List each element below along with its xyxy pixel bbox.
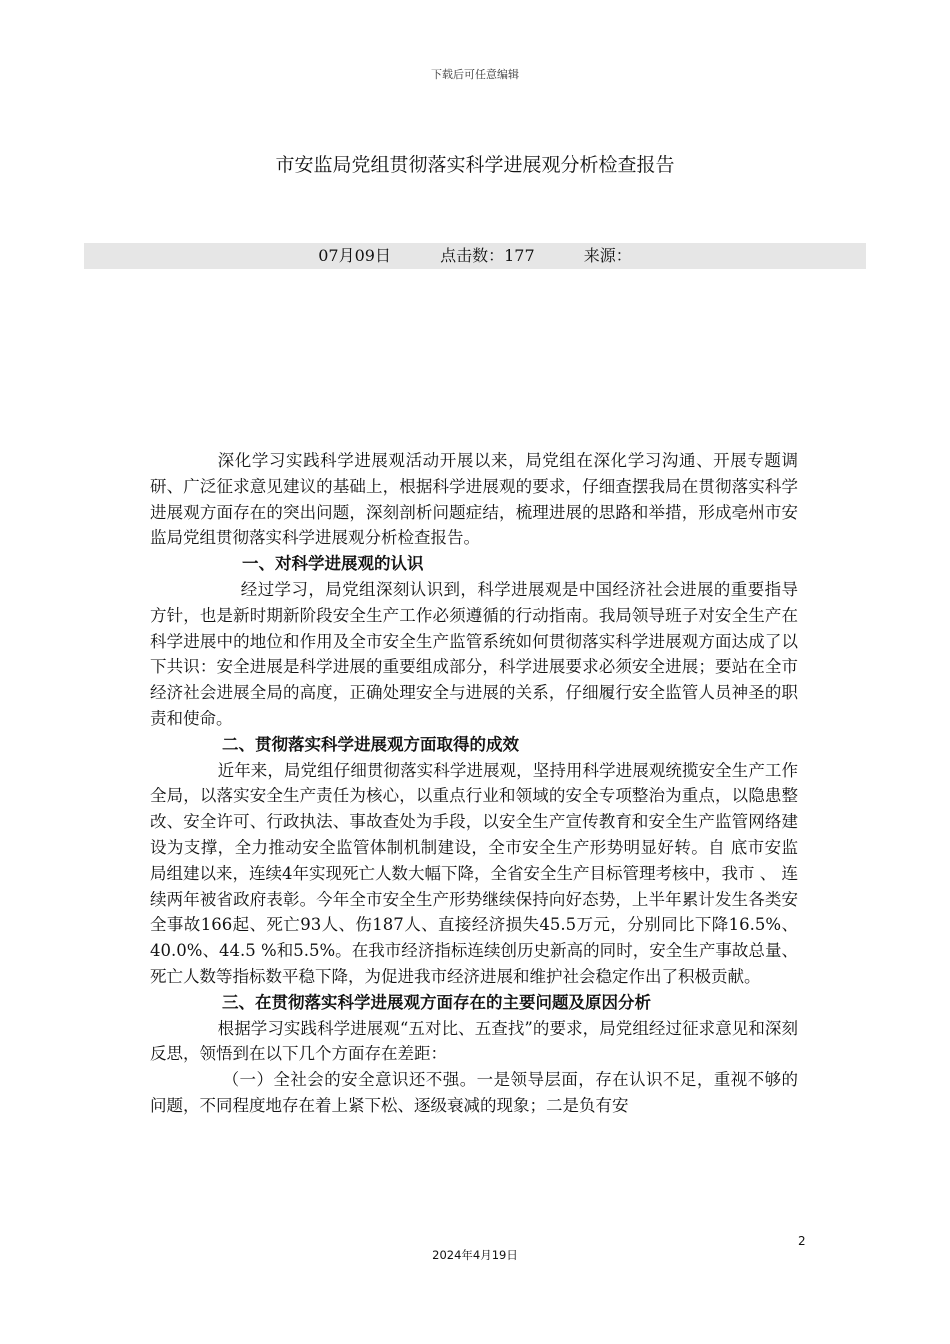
page-number: 2 [798, 1234, 806, 1248]
section-heading-3: 三、在贯彻落实科学进展观方面存在的主要问题及原因分析 [222, 992, 651, 1012]
intro-paragraph: 深化学习实践科学进展观活动开展以来，局党组在深化学习沟通、开展专题调研、广泛征求意见建议的基础上，根据科学进展观的要求，仔细查摆我局在贯彻落实科学进展观方面存在的突出问题，深刻剖析问题症结，梳理进展的思路和举措，形成亳州市安监局党组贯彻落实科学进展观分析检查报告。 [150, 451, 798, 548]
publish-date: 07月09日 [318, 246, 391, 265]
page-footer: 2024年4月19日 [432, 1248, 518, 1262]
section-3-paragraph: 根据学习实践科学进展观“五对比、五查找”的要求，局党组经过征求意见和深刻反思，领悟到在以下几个方面存在差距： [150, 1018, 798, 1064]
source-label: 来源： [583, 246, 632, 265]
section-2-paragraph: 近年来，局党组仔细贯彻落实科学进展观，坚持用科学进展观统揽安全生产工作全局，以落实安全生产责任为核心，以重点行业和领域的安全专项整治为重点，以隐患整改、安全许可、行政执法、事故查处为手段，以安全生产宣传教育和安全生产监管网络建设为支撑，全力推动安全监管体制机制建设，全市安全生产形势明显好转。自 底市安监局组建以来，连续4年实现死亡人数大幅下降，全省安全生产目标管理考核中，我市 、 连续两年被省政府表彰。今年全市安全生产形势继续保持向好态势，上半年累计发生各类安全事故166起、死亡93人、伤187人、直接经济损失45.5万元，分别同比下降16.5%、40.0%、44.5 %和5.5%。在我市经济指标连续创历史新高的同时，安全生产事故总量、死亡人数等指标数平稳下降，为促进我市经济进展和维护社会稳定作出了积极贡献。 [150, 760, 798, 986]
section-heading-1: 一、对科学进展观的认识 [242, 554, 424, 574]
section-heading-2: 二、贯彻落实科学进展观方面取得的成效 [222, 734, 519, 754]
click-count: 点击数：177 [440, 246, 535, 265]
section-1-paragraph: 经过学习，局党组深刻认识到，科学进展观是中国经济社会进展的重要指导方针，也是新时期新阶段安全生产工作必须遵循的行动指南。我局领导班子对安全生产在科学进展中的地位和作用及全市安全生产监管系统如何贯彻落实科学进展观方面达成了以下共识：安全进展是科学进展的重要组成部分，科学进展要求必须安全进展；要站在全市经济社会进展全局的高度，正确处理安全与进展的关系，仔细履行安全监管人员神圣的职责和使命。 [150, 579, 798, 728]
document-body [150, 448, 798, 1119]
meta-bar [84, 243, 866, 269]
section-3-item-1: （一）全社会的安全意识还不强。一是领导层面，存在认识不足，重视不够的问题，不同程度地存在着上紧下松、逐级衰减的现象；二是负有安 [150, 1070, 798, 1115]
document-title: 市安监局党组贯彻落实科学进展观分析检查报告 [275, 154, 675, 176]
page-header: 下载后可任意编辑 [431, 68, 519, 81]
